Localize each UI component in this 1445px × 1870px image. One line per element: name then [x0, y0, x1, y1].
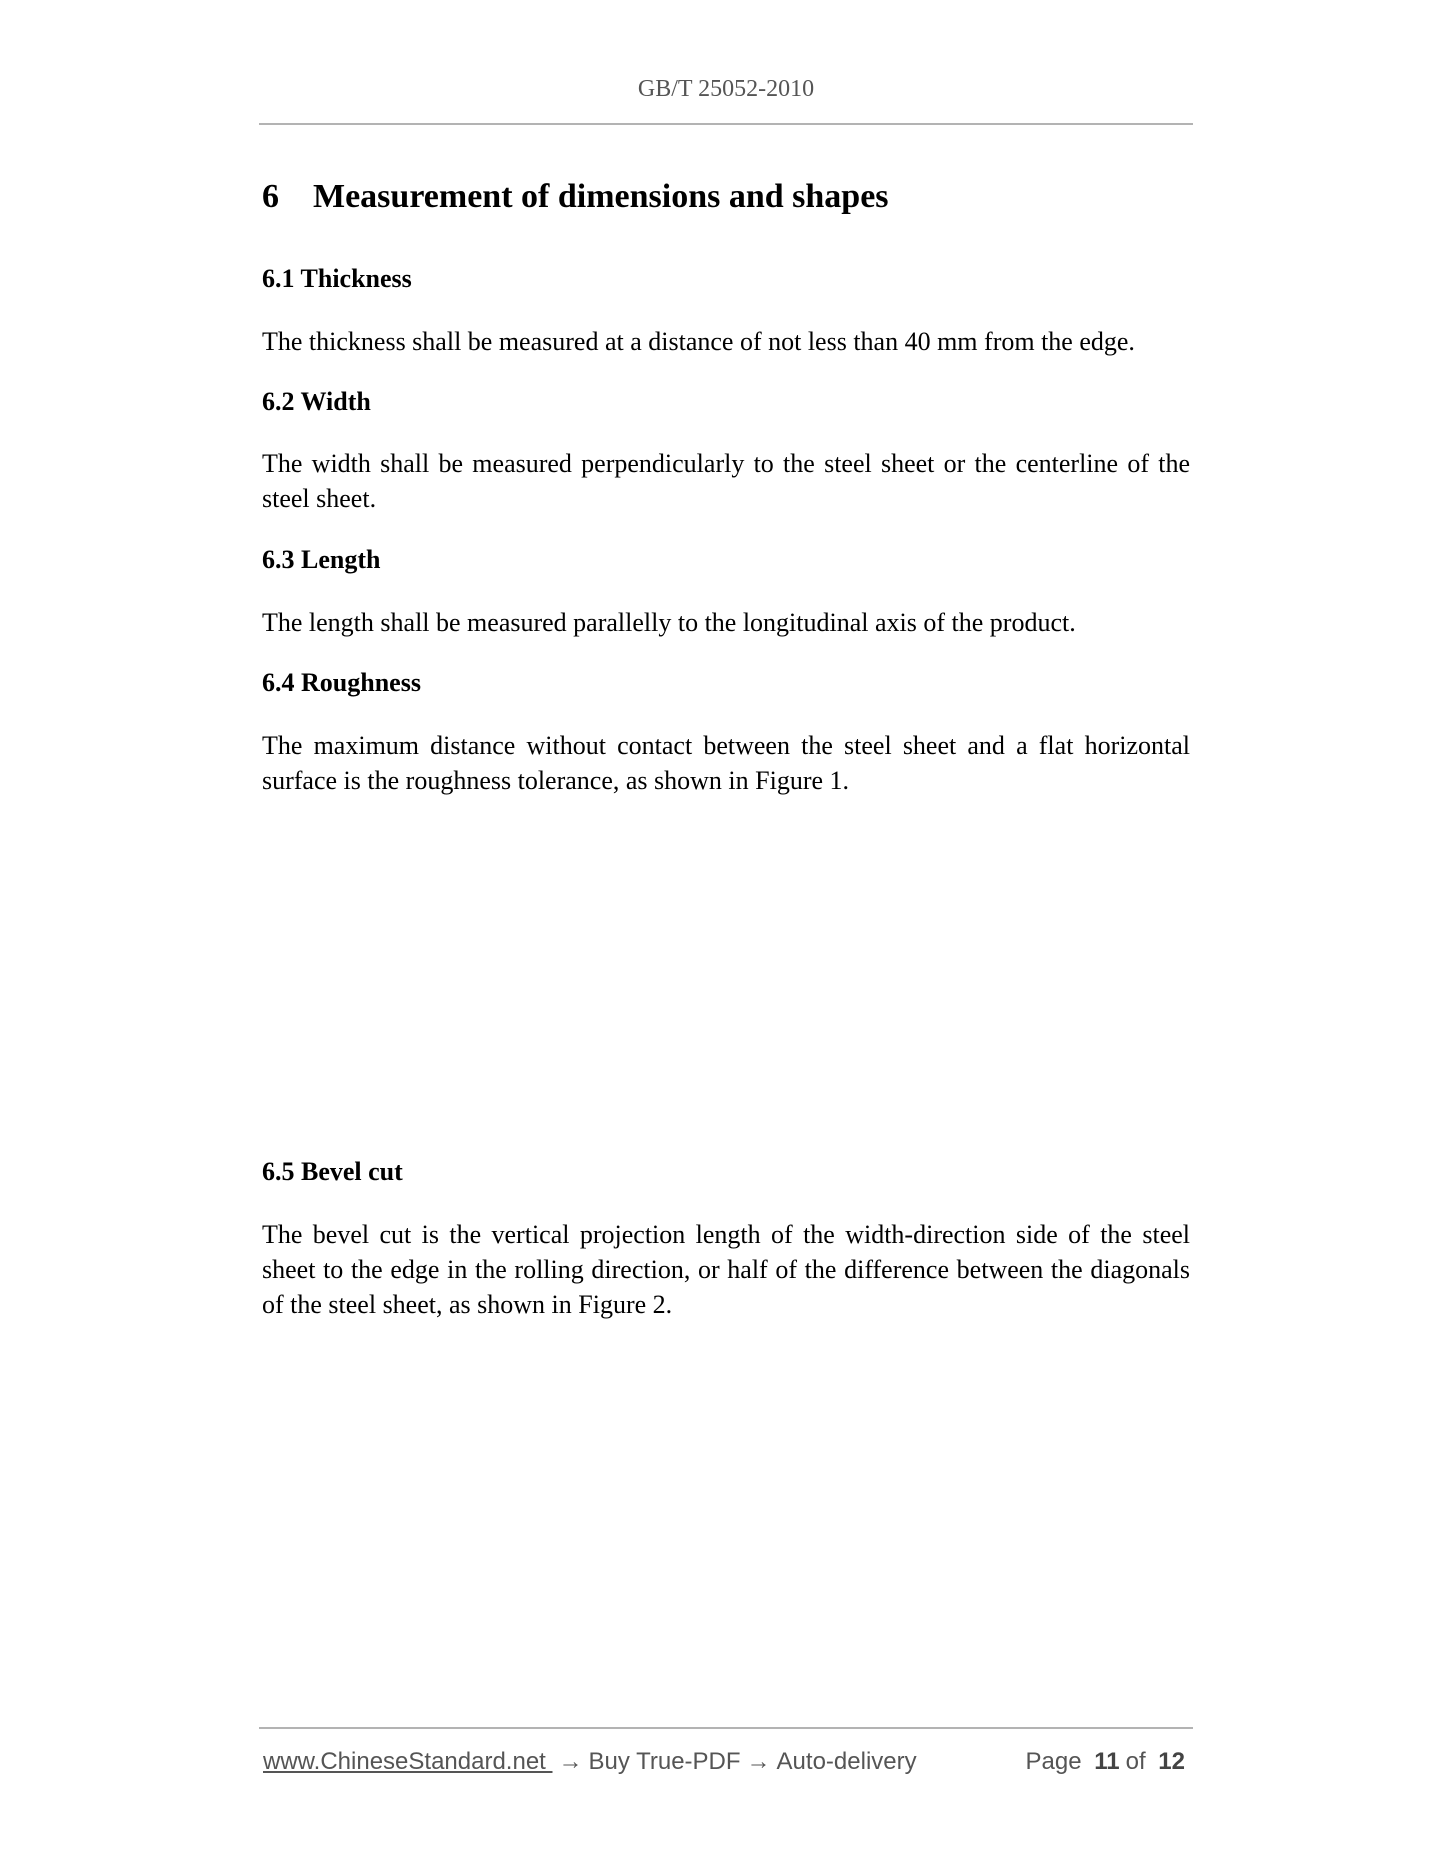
subsection-heading-thickness: 6.1 Thickness: [262, 264, 412, 293]
paragraph-roughness: The maximum distance without contact between the steel sheet and a flat horizontal surface is the roughness tolerance, as shown in Figure 1.: [262, 731, 1190, 795]
website-link[interactable]: www.ChineseStandard.net: [263, 1748, 553, 1775]
paragraph-thickness: The thickness shall be measured at a distance of not less than 40 mm from the edge.: [262, 327, 1135, 356]
page-current: 11: [1094, 1748, 1120, 1775]
subsection-heading-bevel-cut: 6.5 Bevel cut: [262, 1157, 403, 1186]
page-label: Page: [1025, 1748, 1082, 1775]
subsection-heading-length: 6.3 Length: [262, 545, 381, 574]
subsection-heading-width: 6.2 Width: [262, 387, 371, 416]
auto-delivery-text: Auto-delivery: [776, 1748, 917, 1775]
page-total: 12: [1158, 1748, 1185, 1775]
section-number: 6: [262, 178, 279, 215]
page-number: [1026, 1748, 1192, 1776]
arrow-right-icon: →: [746, 1748, 771, 1775]
section-title: Measurement of dimensions and shapes: [313, 178, 889, 215]
figure-1-placeholder: [262, 810, 1190, 1140]
page-footer: [263, 1748, 1191, 1782]
running-header: GB/T 25052-2010: [637, 76, 815, 102]
page-of-label: of: [1125, 1748, 1146, 1775]
section-heading: [262, 178, 889, 216]
paragraph-length: The length shall be measured parallelly to the longitudinal axis of the product.: [262, 608, 1076, 637]
paragraph-width: The width shall be measured perpendicularly to the steel sheet or the centerline of the steel sheet.: [262, 449, 1190, 513]
paragraph-bevel-cut: The bevel cut is the vertical projection length of the width-direction side of the steel sheet to the edge in the rolling direction, or half of the difference between the diagonals of the steel sheet, as shown in Figure 2.: [262, 1220, 1190, 1319]
footer-promo: [263, 1748, 917, 1776]
footer-rule: [259, 1727, 1193, 1729]
header-rule: [259, 123, 1193, 125]
arrow-right-icon: →: [558, 1748, 583, 1775]
figure-2-placeholder: [262, 1330, 1190, 1700]
subsection-heading-roughness: 6.4 Roughness: [262, 668, 421, 697]
buy-true-pdf-text: Buy True-PDF: [588, 1748, 741, 1775]
